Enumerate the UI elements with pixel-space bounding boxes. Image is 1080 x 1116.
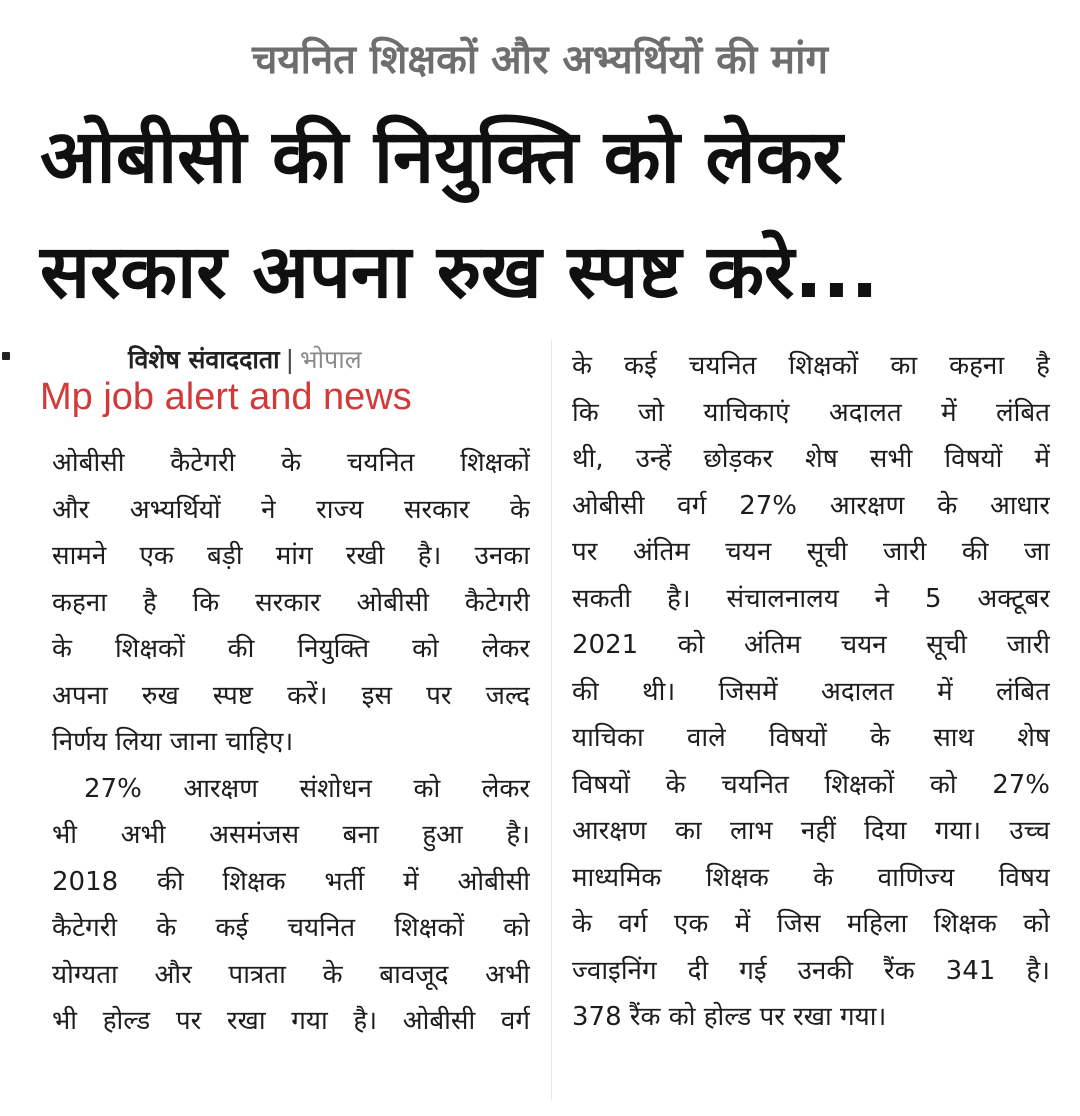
byline	[128, 342, 362, 376]
body-line: की थी। जिसमें अदालत में लंबित	[572, 676, 1050, 707]
body-line: के वर्ग एक में जिस महिला शिक्षक को	[572, 909, 1050, 939]
body-line: आरक्षण का लाभ नहीं दिया गया। उच्च	[572, 816, 1050, 846]
body-line: अपना रुख स्पष्ट करें। इस पर जल्द	[52, 680, 530, 711]
body-line: ओबीसी कैटेगरी के चयनित शिक्षकों	[52, 448, 530, 478]
left-column	[52, 440, 530, 1045]
headline-line-1: ओबीसी की नियुक्ति को लेकर	[40, 114, 843, 200]
body-line: 27% आरक्षण संशोधन को लेकर	[84, 773, 530, 804]
body-line: कहना है कि सरकार ओबीसी कैटेगरी	[52, 587, 530, 618]
column-divider	[551, 340, 552, 1100]
body-line: 2018 की शिक्षक भर्ती में ओबीसी	[52, 866, 530, 897]
body-line: निर्णय लिया जाना चाहिए।	[52, 727, 294, 757]
body-line: के कई चयनित शिक्षकों का कहना है	[572, 351, 1050, 381]
watermark-text: Mp job alert and news	[40, 376, 412, 418]
body-line: कि जो याचिकाएं अदालत में लंबित	[572, 397, 1050, 428]
body-line: के शिक्षकों की नियुक्ति को लेकर	[52, 634, 530, 664]
dateline-city: भोपाल	[300, 345, 362, 374]
body-line: माध्यमिक शिक्षक के वाणिज्य विषय	[572, 862, 1050, 893]
body-line: ज्वाइनिंग दी गई उनकी रैंक 341 है।	[572, 955, 1050, 986]
headline-line-2: सरकार अपना रुख स्पष्ट करे...	[40, 229, 879, 315]
article-kicker: चयनित शिक्षकों और अभ्यर्थियों की मांग	[252, 37, 828, 83]
byline-separator: |	[285, 345, 294, 374]
body-line: पर अंतिम चयन सूची जारी की जा	[572, 537, 1050, 567]
body-line: थी, उन्हें छोड़कर शेष सभी विषयों में	[572, 444, 1050, 474]
body-line: सामने एक बड़ी मांग रखी है। उनका	[52, 541, 530, 571]
body-line: 378 रैंक को होल्ड पर रखा गया।	[572, 1002, 887, 1032]
body-line: 2021 को अंतिम चयन सूची जारी	[572, 630, 1050, 660]
body-line: ओबीसी वर्ग 27% आरक्षण के आधार	[572, 490, 1050, 521]
body-line: और अभ्यर्थियों ने राज्य सरकार के	[52, 494, 530, 525]
body-line: भी होल्ड पर रखा गया है। ओबीसी वर्ग	[52, 1006, 530, 1036]
margin-mark	[2, 352, 10, 360]
body-line: कैटेगरी के कई चयनित शिक्षकों को	[52, 913, 530, 943]
body-line: विषयों के चयनित शिक्षकों को 27%	[572, 769, 1050, 800]
reporter-name: विशेष संवाददाता	[128, 345, 280, 374]
body-line: सकती है। संचालनालय ने 5 अक्टूबर	[572, 583, 1050, 614]
body-line: भी अभी असमंजस बना हुआ है।	[52, 820, 530, 850]
right-column	[572, 343, 1050, 1041]
body-line: याचिका वाले विषयों के साथ शेष	[572, 723, 1050, 753]
body-line: योग्यता और पात्रता के बावजूद अभी	[52, 959, 530, 990]
